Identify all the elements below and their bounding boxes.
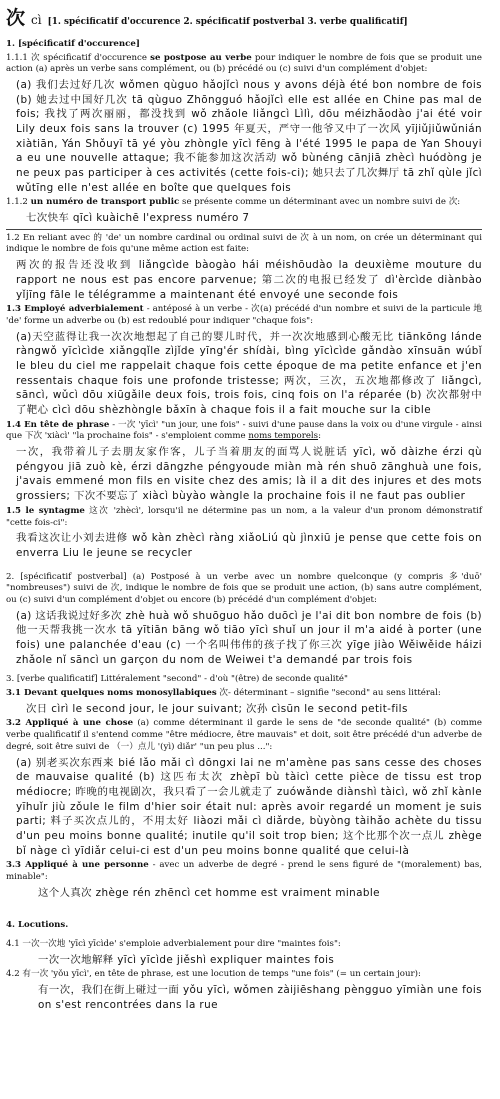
- para-1-1-2: 1.1.2 un numéro de transport public se présente comme un déterminant avec un nombre suivi de 次:: [6, 197, 461, 208]
- example-1-3: (a)天空蓝得让我一次次地想起了自己的婴儿时代，并一次次地感到心酸无比 tiānkōng lánde ràngwǒ yīcìcìde xiǎngqǐle zìjǐde yīng'ér shídài, bìng yīcìcìde gǎndào xīnsuān wúbǐ le bleu du ciel me rappelait chaque fois cette époque de ma petite enfance et j'en ressentais chaque fois une profonde tristesse; 两次，三次，五次地都修改了 liǎngcì, sāncì, wǔcì dōu xiūgǎile deux fois, trois fois, cinq fois on l'a réparée (b) 次次都射中了靶心 cìcì dōu shèzhòngle bǎxīn à chaque fois il a fait mouche sur la cible: [16, 330, 482, 417]
- section-1-title: 1. [spécificatif d'occurence]: [6, 38, 140, 49]
- example-1-1-1: (a) 我们去过好几次 wǒmen qùguo hǎojǐcì nous y avons déjà été bon nombre de fois (b) 她去过中国好几次 tā qùguo Zhōngguó hǎojǐcì elle est allée en Chine pas mal de fois; 我找了两次丽丽，都没找到 wǒ zhǎole liǎngcì Lìlì, dōu méizhǎodào j'ai été voir Lily deux fois sans la trouver (c) 1995 年夏天，严守一他爷又中了一次风 yījiǔjiǔwǔnián xiàtiān, Yán Shǒuyī tā yé yòu zhòngle yīcì fēng à l'été 1995 le papa de Yan Shouyi a eu une nouvelle attaque; 我不能参加这次活动 wǒ bùnéng cānjiā zhècì huódòng je ne peux pas participer à ces activités (cette fois-ci); 她只去了几次舞厅 tā zhǐ qùle jǐcì wǔtīng elle n'est allée en boîte que quelques fois: [16, 78, 482, 194]
- example-1-4: 一次，我带着儿子去朋友家作客，儿子当着朋友的面骂人说脏话 yīcì, wǒ dàizhe érzi qù péngyou jiā zuò kè, érzi dāngzhe péngyoude miàn mà rén shuō zānghuà une fois, j'avais emmené mon fils en visite chez des amis; là il a dit des injures et des mots grossiers; 下次不要忘了 xiàcì bùyào wàngle la prochaine fois il ne faut pas oublier: [16, 446, 482, 503]
- entry-gloss: [1. spécificatif d'occurence 2. spécificatif postverbal 3. verbe qualificatif]: [47, 17, 408, 27]
- para-3-1: 3.1 Devant quelques noms monosyllabiques 次- déterminant – signifie "second" au sens littéral:: [6, 688, 441, 699]
- entry-hanzi: 次: [6, 7, 26, 29]
- para-3-3: 3.3 Appliqué à une personne - avec un adverbe de degré - prend le sens figuré de "(moralement) bas, minable":: [6, 860, 482, 883]
- example-3-3: 这个人真次 zhège rén zhēncì cet homme est vraiment minable: [38, 886, 380, 899]
- para-3-2: 3.2 Appliqué à une chose (a) comme déterminant il garde le sens de "de seconde qualité" (b) comme verbe qualificatif il s'entend comme "être médiocre, être mauvais" et doit, soit être précédé d'un adverbe de degré, soit être suivi de （一）点儿 '(yì) diǎr' "un peu plus ...":: [6, 718, 482, 752]
- para-1-5: 1.5 le syntagme 这次 'zhècì', lorsqu'il ne détermine pas un nom, a la valeur d'un pronom démonstratif "cette fois-ci":: [6, 505, 482, 528]
- section-4-title: 4. Locutions.: [6, 920, 69, 931]
- example-1-2: 两次的报告还没收到 liǎngcìde bàogào hái méishōudào la deuxième mouture du rapport ne nous est pas encore parvenue; 第二次的电报已经发了 dì'èrcìde diànbào yǐjīng fāle le télégramme a maintenant été envoyé une seconde fois: [16, 259, 482, 301]
- entry-pinyin: cì: [31, 13, 42, 27]
- para-1-4: 1.4 En tête de phrase - 一次 'yīcì' "un jour, une fois" - suivi d'une pause dans la voix ou d'une virgule - ainsi que 下次 'xiàcì' "la prochaine fois" - s'emploient comme noms temporels:: [6, 419, 482, 442]
- para-4-1: 4.1 一次一次地 'yīcì yīcìde' s'emploie adverbialement pour dire "maintes fois":: [6, 939, 341, 950]
- para-1-2: 1.2 En reliant avec 的 'de' un nombre cardinal ou ordinal suivi de 次 à un nom, on crée un déterminant qui indique le nombre de fois qu'une même action est faite:: [6, 232, 482, 255]
- example-2: (a) 这话我说过好多次 zhè huà wǒ shuōguo hǎo duōcì je l'ai dit bon nombre de fois (b) 他一天帮我挑一次水 tā yītiān bāng wǒ tiāo yīcì shuǐ un jour il m'a aidé à porter (une fois) une palanchée d'eau (c) 一个名叫伟伟的孩子找了你三次 yīge jiào Wěiwěide háizi zhǎole nǐ sāncì un garçon du nom de Weiwei t'a demandé par trois fois: [16, 609, 482, 666]
- example-3-2: (a) 别老买次东西来 bié lǎo mǎi cì dōngxi lai ne m'amène pas sans cesse des choses de mauvaise qualité (b) 这匹布太次 zhèpī bù tàicì cette pièce de tissu est trop médiocre; 昨晚的电视剧次，我只看了一会儿就走了 zuówǎnde diànshì tàicì, wǒ zhǐ kànle yīhuǐr jiù zǒule le film d'hier soir était nul: après avoir regardé un moment je suis parti; 料子买次点儿的，不用太好 liàozi mǎi cì diǎrde, bùyòng tàihǎo achète du tissu d'un peu moins bonne qualité; inutile qu'il soit trop bien; 这个比那个次一点儿 zhège bǐ nàge cì yīdiǎr celui-ci est d'un peu moins bonne qualité que celui-là: [16, 756, 482, 857]
- example-1-1-2: 七次快车 qīcì kuàichē l'express numéro 7: [26, 212, 250, 225]
- para-4-2: 4.2 有一次 'yǒu yīcì', en tête de phrase, est une locution de temps "une fois" (= un certain jour):: [6, 969, 421, 980]
- section-divider: [6, 229, 482, 230]
- example-4-1: 一次一次地解释 yīcì yīcìde jiěshì expliquer maintes fois: [38, 953, 335, 966]
- para-1-3: 1.3 Employé adverbialement - antéposé à un verbe - 次(a) précédé d'un nombre et suivi de la particule 地 'de' forme un adverbe ou (b) est redoublé pour indiquer "chaque fois":: [6, 304, 482, 326]
- example-3-1: 次日 cìrì le second jour, le jour suivant; 次孙 cìsūn le second petit-fils: [26, 702, 408, 715]
- example-1-5: 我看这次让小刘去进修 wǒ kàn zhècì ràng xiǎoLiú qù jìnxiū je pense que cette fois on enverra Liu le jeune se recycler: [16, 532, 482, 559]
- example-4-2: 有一次，我们在街上碰过一面 yǒu yīcì, wǒmen zàijiēshang pèngguo yīmiàn une fois on s'est rencontrées dans la rue: [38, 984, 482, 1011]
- para-1-1-1: 1.1.1 次 spécificatif d'occurence se postpose au verbe pour indiquer le nombre de fois que se produit une action (a) après un verbe sans complément, ou (b) précédé ou (c) suivi d'un complément d'objet:: [6, 52, 483, 75]
- section-2-text: 2. [spécificatif postverbal] (a) Postposé à un verbe avec un nombre quelconque (y compris 多'duō' "nombreuses") suivi de 次, indique le nombre de fois que se produit une action, (b) sans autre complément, ou (c) suivi d'un complément d'objet ou encore (b) précédé d'un complément d'objet:: [6, 571, 482, 605]
- entry-header: [6, 6, 482, 32]
- section-3-title: 3. [verbe qualificatif] Littéralement "second" - d'où "(être) de seconde qualité": [6, 674, 348, 685]
